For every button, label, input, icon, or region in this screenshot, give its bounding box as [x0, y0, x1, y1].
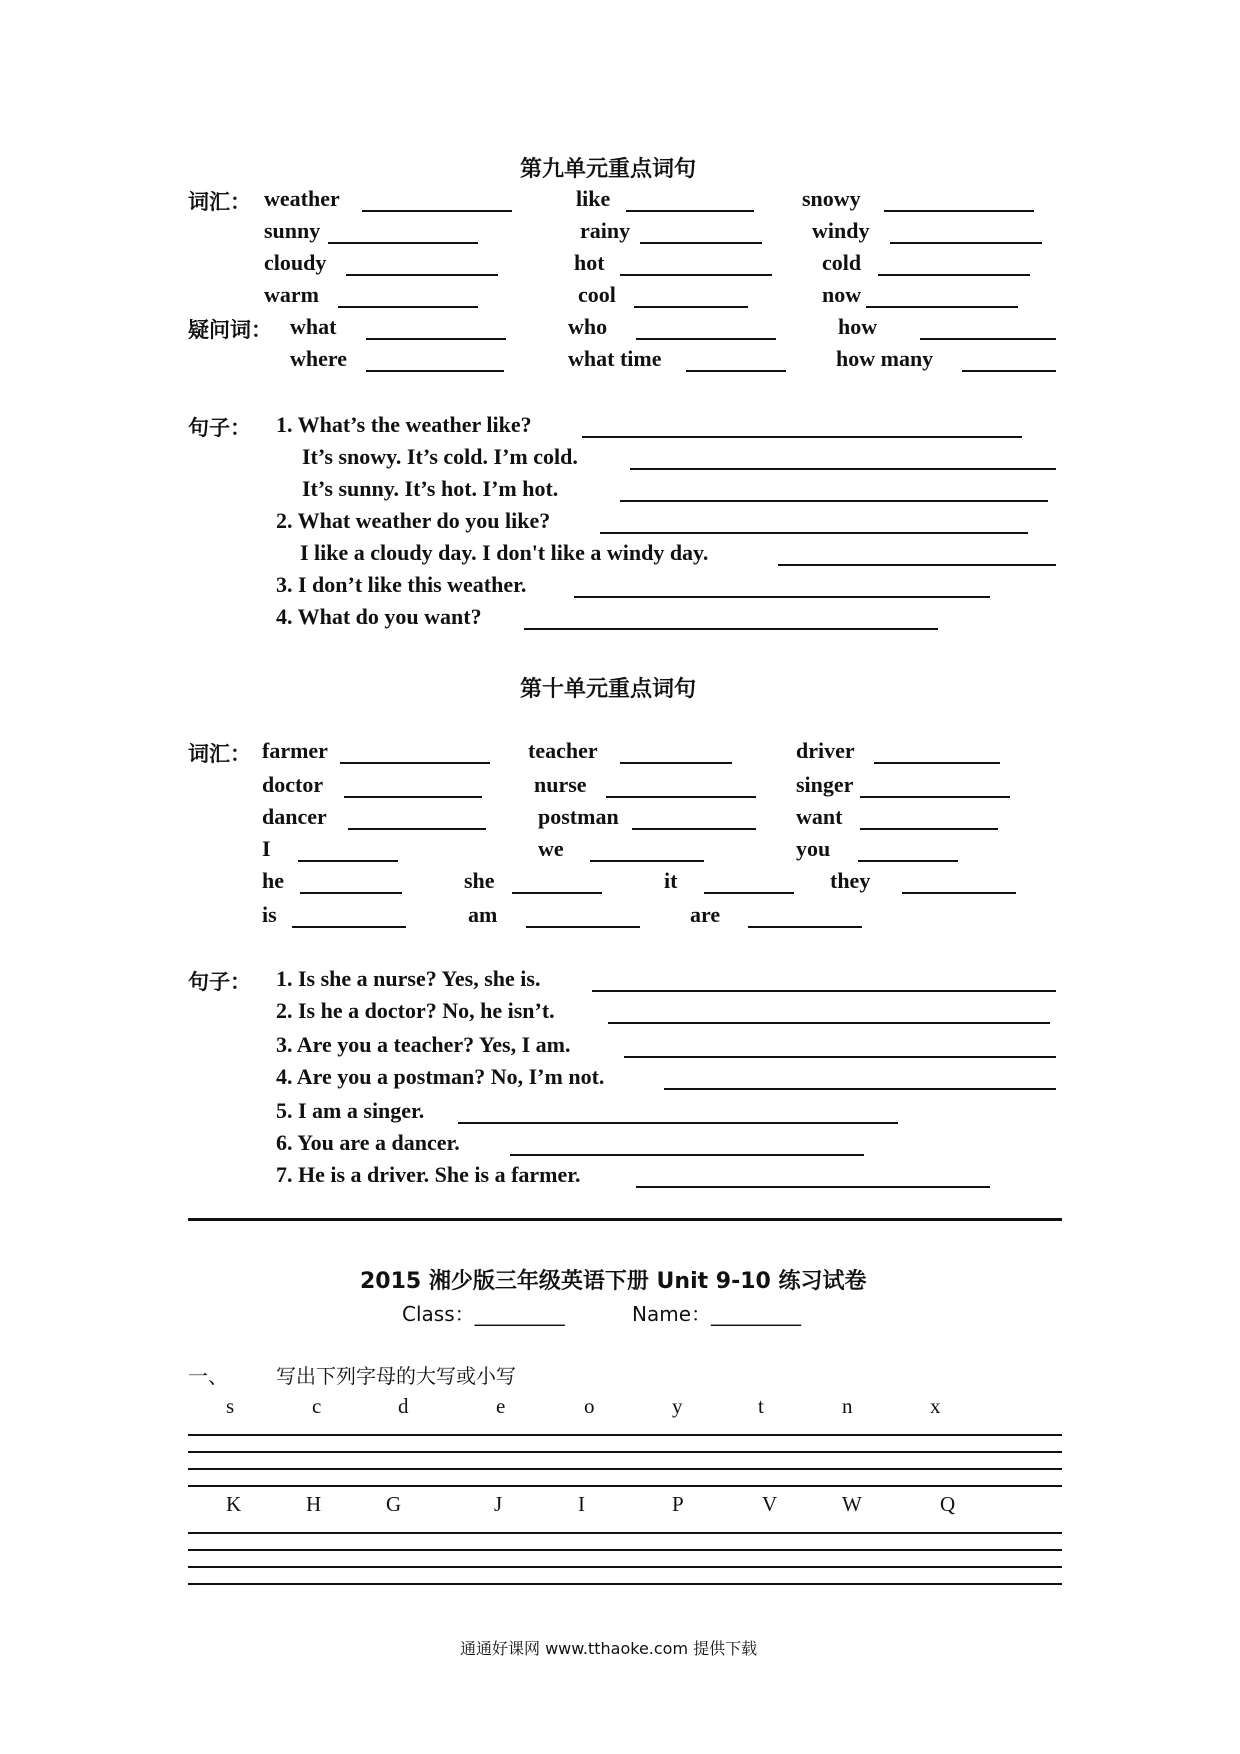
letter-prompt: c: [312, 1394, 322, 1418]
question-word: where: [290, 346, 348, 371]
answer-blank[interactable]: [458, 1122, 898, 1124]
answer-blank[interactable]: [366, 370, 504, 372]
sentence: 3. I don’t like this weather.: [276, 572, 527, 597]
letter-prompt: P: [672, 1492, 684, 1516]
answer-blank[interactable]: [574, 596, 990, 598]
answer-blank[interactable]: [620, 762, 732, 764]
letter-prompt: I: [578, 1492, 585, 1516]
sentence: 4. Are you a postman? No, I’m not.: [276, 1064, 605, 1089]
answer-blank[interactable]: [624, 1056, 1056, 1058]
sentence: 7. He is a driver. She is a farmer.: [276, 1162, 581, 1187]
vocab-word: like: [576, 186, 611, 211]
answer-blank[interactable]: [778, 564, 1056, 566]
vocab-word: we: [538, 836, 564, 861]
answer-blank[interactable]: [920, 338, 1056, 340]
footer-text: 通通好课网 www.tthaoke.com 提供下载: [460, 1639, 758, 1658]
vocab-word: are: [690, 902, 721, 927]
vocab-word: she: [464, 868, 495, 893]
section1-instruction: 写出下列字母的大写或小写: [276, 1364, 516, 1388]
section1-number: 一、: [188, 1364, 228, 1388]
letter-prompt: Q: [940, 1492, 956, 1516]
unit9-vocab-label: 词汇：: [188, 190, 251, 214]
writing-line[interactable]: [188, 1549, 1062, 1551]
letter-prompt: n: [842, 1394, 853, 1418]
sentence: 2. What weather do you like?: [276, 508, 551, 533]
vocab-word: cold: [822, 250, 862, 275]
unit9-title: 第九单元重点词句: [520, 157, 697, 182]
vocab-word: it: [664, 868, 678, 893]
sentence: 1. What’s the weather like?: [276, 412, 532, 437]
section-divider: [188, 1218, 1062, 1221]
answer-blank[interactable]: [866, 306, 1018, 308]
answer-blank[interactable]: [748, 926, 862, 928]
vocab-word: singer: [796, 772, 854, 797]
answer-blank[interactable]: [704, 892, 794, 894]
vocab-word: doctor: [262, 772, 324, 797]
answer-blank[interactable]: [884, 210, 1034, 212]
sentence: 4. What do you want?: [276, 604, 482, 629]
answer-blank[interactable]: [630, 468, 1056, 470]
answer-blank[interactable]: [512, 892, 602, 894]
sentence: It’s sunny. It’s hot. I’m hot.: [302, 476, 559, 501]
answer-blank[interactable]: [634, 306, 748, 308]
letter-prompt: H: [306, 1492, 322, 1516]
answer-blank[interactable]: [600, 532, 1028, 534]
answer-blank[interactable]: [860, 828, 998, 830]
vocab-word: am: [468, 902, 498, 927]
answer-blank[interactable]: [608, 1022, 1050, 1024]
vocab-word: warm: [264, 282, 319, 307]
letter-prompt: y: [672, 1394, 683, 1418]
letter-prompt: V: [762, 1492, 778, 1516]
vocab-word: want: [796, 804, 843, 829]
vocab-word: farmer: [262, 738, 328, 763]
vocab-word: windy: [812, 218, 870, 243]
writing-line[interactable]: [188, 1485, 1062, 1487]
question-word: what: [290, 314, 337, 339]
question-words-label: 疑问词：: [188, 318, 272, 342]
answer-blank[interactable]: [636, 1186, 990, 1188]
writing-line[interactable]: [188, 1566, 1062, 1568]
letter-prompt: W: [842, 1492, 862, 1516]
letter-prompt: d: [398, 1394, 409, 1418]
question-word: what time: [568, 346, 662, 371]
vocab-word: you: [796, 836, 831, 861]
letter-prompt: o: [584, 1394, 595, 1418]
question-word: how many: [836, 346, 934, 371]
answer-blank[interactable]: [592, 990, 1056, 992]
unit10-vocab-label: 词汇：: [188, 742, 251, 766]
test-title: 2015 湘少版三年级英语下册 Unit 9-10 练习试卷: [360, 1269, 867, 1294]
answer-blank[interactable]: [620, 274, 772, 276]
letter-prompt: G: [386, 1492, 402, 1516]
answer-blank[interactable]: [606, 796, 756, 798]
answer-blank[interactable]: [686, 370, 786, 372]
vocab-word: teacher: [528, 738, 598, 763]
answer-blank[interactable]: [524, 628, 938, 630]
answer-blank[interactable]: [344, 796, 482, 798]
letter-prompt: J: [494, 1492, 503, 1516]
answer-blank[interactable]: [626, 210, 754, 212]
letter-prompt: s: [226, 1394, 235, 1418]
sentence: It’s snowy. It’s cold. I’m cold.: [302, 444, 578, 469]
vocab-word: I: [262, 836, 271, 861]
answer-blank[interactable]: [300, 892, 402, 894]
answer-blank[interactable]: [340, 762, 490, 764]
answer-blank[interactable]: [640, 242, 762, 244]
question-word: how: [838, 314, 878, 339]
answer-blank[interactable]: [328, 242, 478, 244]
sentence: 1. Is she a nurse? Yes, she is.: [276, 966, 541, 991]
writing-line[interactable]: [188, 1451, 1062, 1453]
answer-blank[interactable]: [858, 860, 958, 862]
unit9-sentence-label: 句子：: [188, 416, 251, 440]
class-field[interactable]: Class：_________: [402, 1302, 565, 1326]
answer-blank[interactable]: [338, 306, 478, 308]
answer-blank[interactable]: [860, 796, 1010, 798]
vocab-word: he: [262, 868, 284, 893]
writing-line[interactable]: [188, 1434, 1062, 1436]
answer-blank[interactable]: [526, 926, 640, 928]
answer-blank[interactable]: [874, 762, 1000, 764]
unit10-title: 第十单元重点词句: [520, 677, 697, 702]
answer-blank[interactable]: [636, 338, 776, 340]
name-field[interactable]: Name：_________: [632, 1302, 802, 1326]
answer-blank[interactable]: [902, 892, 1016, 894]
vocab-word: rainy: [580, 218, 631, 243]
unit10-sentence-label: 句子：: [188, 970, 251, 994]
question-word: who: [568, 314, 608, 339]
answer-blank[interactable]: [510, 1154, 864, 1156]
sentence: 3. Are you a teacher? Yes, I am.: [276, 1032, 571, 1057]
answer-blank[interactable]: [582, 436, 1022, 438]
answer-blank[interactable]: [664, 1088, 1056, 1090]
answer-blank[interactable]: [632, 828, 756, 830]
answer-blank[interactable]: [292, 926, 406, 928]
answer-blank[interactable]: [362, 210, 512, 212]
answer-blank[interactable]: [348, 828, 486, 830]
letter-prompt: e: [496, 1394, 506, 1418]
vocab-word: is: [262, 902, 277, 927]
answer-blank[interactable]: [878, 274, 1030, 276]
writing-line[interactable]: [188, 1468, 1062, 1470]
answer-blank[interactable]: [890, 242, 1042, 244]
vocab-word: weather: [264, 186, 340, 211]
sentence: 6. You are a dancer.: [276, 1130, 460, 1155]
answer-blank[interactable]: [962, 370, 1056, 372]
answer-blank[interactable]: [366, 338, 506, 340]
writing-line[interactable]: [188, 1583, 1062, 1585]
vocab-word: dancer: [262, 804, 327, 829]
writing-line[interactable]: [188, 1532, 1062, 1534]
answer-blank[interactable]: [298, 860, 398, 862]
vocab-word: now: [822, 282, 862, 307]
vocab-word: snowy: [802, 186, 861, 211]
letter-prompt: K: [226, 1492, 242, 1516]
vocab-word: cloudy: [264, 250, 327, 275]
vocab-word: sunny: [264, 218, 321, 243]
answer-blank[interactable]: [346, 274, 498, 276]
vocab-word: hot: [574, 250, 605, 275]
letter-prompt: t: [758, 1394, 764, 1418]
vocab-word: cool: [578, 282, 616, 307]
sentence: I like a cloudy day. I don't like a windy day.: [300, 540, 709, 565]
sentence: 5. I am a singer.: [276, 1098, 425, 1123]
vocab-word: nurse: [534, 772, 587, 797]
sentence: 2. Is he a doctor? No, he isn’t.: [276, 998, 555, 1023]
answer-blank[interactable]: [620, 500, 1048, 502]
vocab-word: postman: [538, 804, 619, 829]
answer-blank[interactable]: [590, 860, 704, 862]
vocab-word: driver: [796, 738, 855, 763]
vocab-word: they: [830, 868, 871, 893]
letter-prompt: x: [930, 1394, 941, 1418]
